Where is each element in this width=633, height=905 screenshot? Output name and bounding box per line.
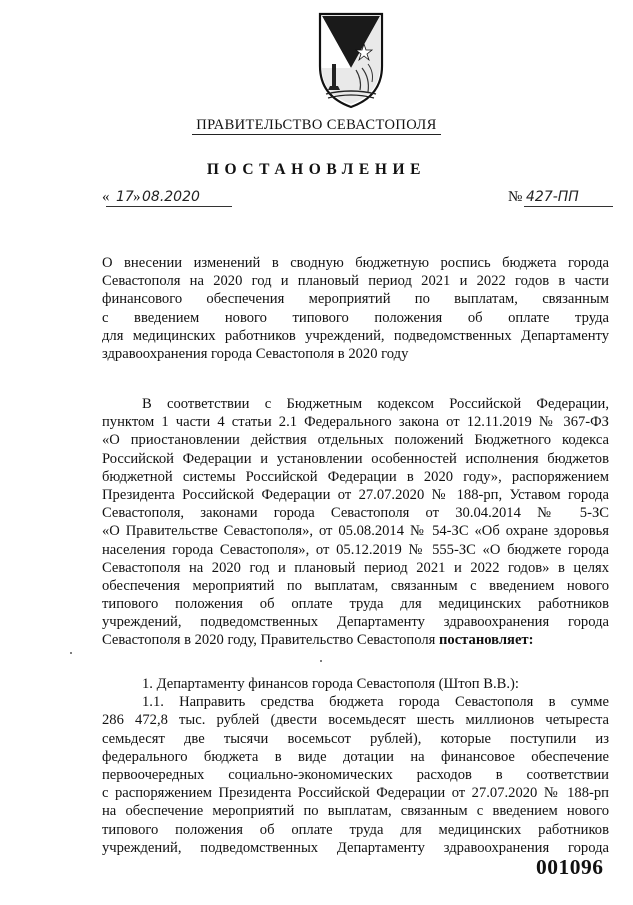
item-1-1-line: 286 472,8 тыс. рублей (двести восемьдесят шесть миллионов четыреста (102, 712, 609, 729)
preamble-line: типового положения об оплате труда для медицинских работников (102, 596, 609, 613)
preamble-line: «О приостановлении действия отдельных положений Бюджетного кодекса (102, 432, 609, 449)
sevastopol-coat-of-arms-icon (316, 8, 386, 110)
date-open-quote: « (102, 189, 110, 205)
preamble-line: обеспечения мероприятий по выплатам, связанным с введением нового (102, 577, 609, 594)
item-1-1-line: семьдесят две тысячи восемьсот рублей), которые поступили из (102, 730, 609, 747)
number-underline (524, 206, 613, 207)
preamble-line: В соответствии с Бюджетным кодексом Российской Федерации, (142, 396, 609, 412)
date-month-year-handwritten: 08.2020 (142, 189, 200, 205)
government-name-text: ПРАВИТЕЛЬСТВО СЕВАСТОПОЛЯ (192, 117, 441, 135)
preamble-line: Президента Российской Федерации от 27.07.2020 № 188-рп, Уставом города (102, 486, 609, 503)
preamble-line: пунктом 1 части 4 статьи 2.1 Федерального закона от 12.11.2019 № 367-ФЗ (102, 414, 609, 431)
item-1: 1. Департаменту финансов города Севастополя (Штоп В.В.): (142, 676, 519, 692)
preamble-last-text: Севастополя в 2020 году, Правительство Севастополя (102, 632, 439, 649)
preamble-line: Севастополя, законами города Севастополя от 30.04.2014 № 5-ЗС (102, 505, 609, 522)
document-number (508, 189, 613, 209)
number-value-handwritten: 427-ПП (526, 189, 579, 205)
preamble-line: учреждений, подведомственных Департаменту здравоохранения города (102, 614, 609, 631)
preamble-paragraph (102, 395, 609, 650)
preamble-line: «О Правительстве Севастополя», от 05.08.2014 № 54-ЗС «Об охране здоровья (102, 523, 609, 540)
title-line: финансового обеспечения мероприятий по выплатам, связанным (102, 291, 609, 308)
preamble-line: Российской Федерации и установлении особенностей исполнения бюджетов (102, 450, 609, 467)
government-name (0, 117, 633, 134)
preamble-line: бюджетной системы Российской Федерации в 2020 году», распоряжением (102, 468, 609, 485)
serial-number: 001096 (536, 855, 604, 879)
item-1-1-line: федерального бюджета в виде дотации на финансовое обеспечение (102, 748, 609, 765)
date-close-quote: » (133, 189, 141, 205)
resolution-items (102, 675, 609, 857)
document-date (102, 189, 232, 209)
preamble-last-line (102, 631, 609, 649)
item-1-1-line: 1.1. Направить средства бюджета города Севастополя в сумме (142, 694, 609, 711)
document-type: ПОСТАНОВЛЕНИЕ (206, 161, 427, 178)
date-underline (106, 206, 232, 207)
number-sign: № (508, 189, 523, 205)
title-line: с введением нового типового положения об оплате труда (102, 309, 609, 326)
preamble-line: населения города Севастополя», от 05.12.2019 № 555-ЗС «О бюджете города (102, 541, 609, 558)
item-1-1-line: учреждений, подведомственных Департаменту здравоохранения города (102, 839, 609, 856)
title-line: здравоохранения города Севастополя в 2020 году (102, 345, 409, 362)
resolution-title (102, 254, 609, 363)
item-1-1-line: первоочередных социально-экономических расходов в соответствии (102, 766, 609, 783)
title-line: Севастополя на 2020 год и плановый период 2021 и 2022 годов в части (102, 273, 609, 290)
item-1-1-line: типового положения об оплате труда для медицинских работников (102, 821, 609, 838)
item-1-1-line: на обеспечение мероприятий по выплатам, связанным с введением нового (102, 803, 609, 820)
preamble-line: Севастополя на 2020 год и плановый период 2021 и 2022 годов» в целях (102, 559, 609, 576)
item-1-1-line: с распоряжением Президента Российской Федерации от 27.07.2020 № 188-рп (102, 785, 609, 802)
scan-speck (320, 660, 322, 662)
date-day-handwritten: 17 (116, 189, 134, 205)
resolves-keyword: постановляет: (439, 632, 534, 649)
title-line: О внесении изменений в сводную бюджетную роспись бюджета города (102, 255, 609, 271)
scan-speck (70, 652, 72, 654)
title-line: для медицинских работников учреждений, подведомственных Департаменту (102, 327, 609, 344)
